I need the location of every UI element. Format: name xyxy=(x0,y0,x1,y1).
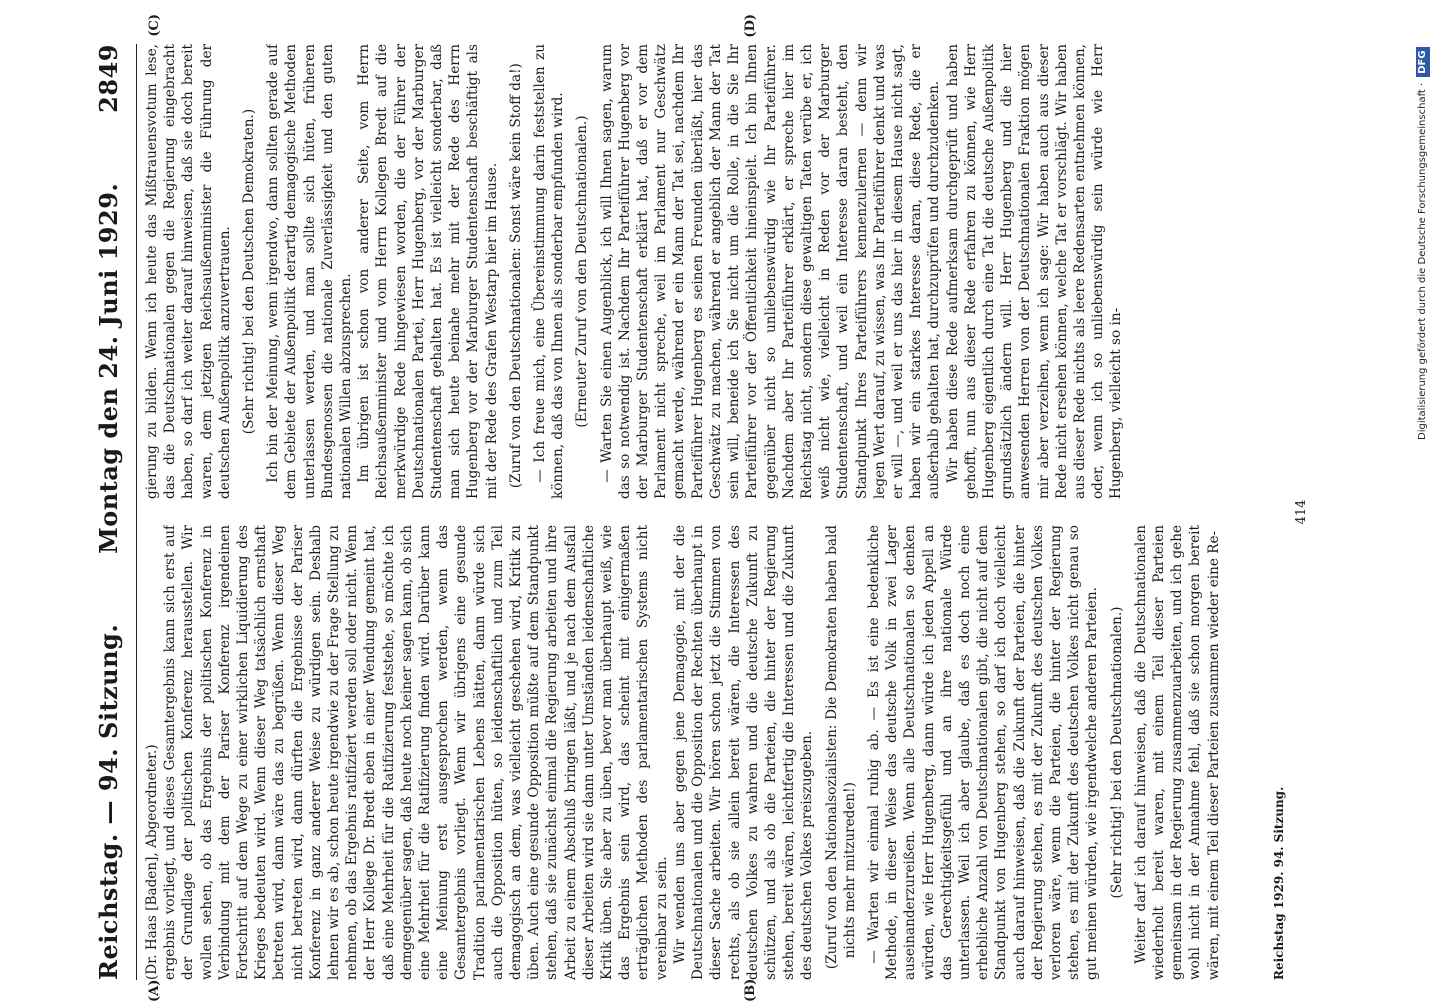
interjection: (Erneuter Zuruf von den Deutschnationalen.) xyxy=(574,115,591,428)
margin-marker-d: (D) xyxy=(743,14,758,38)
header-date: Montag den 24. Juni 1929. xyxy=(94,182,123,554)
column-right xyxy=(143,44,1288,499)
dfg-logo: DFG xyxy=(1416,47,1430,76)
interjection: (Zuruf von den Deutschnationalen: Sonst wäre kein Stoff da!) xyxy=(507,63,524,489)
interjection: (Sehr richtig! bei den Deutschnationalen.) xyxy=(1108,606,1125,899)
paragraph: Wir haben diese Rede aufmerksam durchgeprüft und haben gehofft, nun aus dieser Rede erfahren zu können, wie Herr Hugenberg eigentlich durch eine Tat die deutsche Außenpolitik grundsätzlich ändern will. Herr Hugenberg und die hier anwesenden Herren von der Deutschnationalen Fraktion mögen mir aber verzeihen, wenn ich sage: Wir haben auch aus dieser Rede nicht ersehen können, welche Tat er vorschlägt. Wir haben aus dieser Rede nichts als leere Redensarten entnehmen können, oder, wenn ich so unliebenswürdig sein würde wie Herr Hugenberg, vielleicht so in- xyxy=(944,44,1125,499)
paragraph: ergebnis vorliegt, und dieses Gesamtergebnis kann sich erst auf der Grundlage der politischen Konferenz herausstellen. Wir wollen sehen, ob das Ergebnis der politischen Konferenz in Verbindung mit dem der Pariser Konferenz irgendeinen Fortschritt auf dem Wege zu einer wirklichen Liquidierung des Krieges bedeuten wird. Wenn dieser Weg tatsächlich ernsthaft betreten wird, dann wäre das zu begrüßen. Wenn dieser Weg nicht betreten wird, dann dürften die Ergebnisse der Pariser Konferenz in ganz anderer Weise zu würdigen sein. Deshalb lehnen wir es ab, schon heute irgendwie zu der Frage Stellung zu nehmen, ob das Ergebnis ratifiziert werden soll oder nicht. Wenn der Herr Kollege Dr. Bredt eben in einer Wendung gemeint hat, daß eine Mehrheit für die Ratifizierung feststehe, so möchte ich demgegenüber sagen, daß heute noch keiner sagen kann, ob sich eine Mehrheit für die Ratifizierung finden wird. Darüber kann eine Meinung erst ausgesprochen werden, wenn das Gesamtergebnis vorliegt. Wenn wir übrigens eine gesunde Tradition parlamentarischen Lebens hätten, dann würde sich auch die Opposition hüten, so leidenschaftlich und zum Teil demagogisch an dem, was vielleicht geschehen wird, Kritik zu üben. Auch eine gesunde Opposition müßte auf dem Standpunkt stehen, daß sie zunächst einmal die Regierung arbeiten und ihre Arbeit zu einem Abschluß bringen läßt, und je nach dem Ausfall dieser Arbeiten wird sie dann unter Umständen leidenschaftliche Kritik üben. Sie aber zu üben, bevor man überhaupt weiß, wie das Ergebnis sein wird, das scheint mit einigermaßen erträglichen Methoden des parlamentarischen Systems nicht vereinbar zu sein. xyxy=(162,525,670,980)
header-page-number: 2849 xyxy=(94,44,123,113)
margin-marker-c: (C) xyxy=(147,14,162,37)
paragraph: Ich bin der Meinung, wenn irgendwo, dann sollten gerade auf dem Gebiete der Außenpolitik derartig demagogische Methoden unterlassen werden, und man sollte sich hüten, früheren Bundesgenossen die nationale Zuverlässigkeit und den guten nationalen Willen abzusprechen. xyxy=(265,44,355,499)
running-header xyxy=(94,44,130,980)
text-columns xyxy=(143,14,1288,1002)
interjection: (Sehr richtig! bei den Deutschen Demokraten.) xyxy=(241,108,258,435)
column-left xyxy=(143,525,1288,980)
paragraph: Weiter darf ich darauf hinweisen, daß die Deutschnationalen wiederholt bereit waren, mit einem Teil dieser Parteien gemeinsam in der Regierung zusammenzuarbeiten, und ich gehe wohl nicht in der Annahme fehl, daß sie schon morgen bereit wären, mit einem Teil dieser Parteien zusammen wieder eine Re- xyxy=(1132,525,1222,980)
speaker-line: (Dr. Haas [Baden], Abgeordneter.) xyxy=(144,744,160,980)
paragraph: Wir wenden uns aber gegen jene Demagogie, mit der die Deutschnationalen und die Opposition der Rechten überhaupt in dieser Sache arbeiten. Wir hören schon jetzt die Stimmen von rechts, als ob sie allein bereit wären, die Interessen des deutschen Volkes zu wahren und die deutsche Zukunft zu schützen, und als ob die Parteien, die hinter der Regierung stehen, bereit wären, leichtfertig die Interessen und die Zukunft des deutschen Volkes preiszugeben. xyxy=(671,525,816,980)
header-rule xyxy=(136,44,137,980)
dfg-note-text: Digitalisierung gefördert durch die Deutsche Forschungsgemeinschaft · xyxy=(1417,82,1428,440)
paragraph: Im übrigen ist schon von anderer Seite, vom Herrn Reichsaußenminister und vom Herrn Kollegen Bredt auf die merkwürdige Rede hingewiesen worden, die der Führer der Deutschnationalen Partei, Herr Hugenberg, vor der Marburger Studentenschaft gehalten hat. Es ist vielleicht sonderbar, daß man sich heute beinahe mehr mit der Rede des Herrn Hugenberg vor der Marburger Studentenschaft beschäftigt als mit der Rede des Grafen Westarp hier im Hause. xyxy=(356,44,500,499)
header-session: Reichstag. — 94. Sitzung. xyxy=(94,623,123,980)
paragraph: — Warten Sie einen Augenblick, ich will Ihnen sagen, warum das so notwendig ist. Nachdem Ihr Parteiführer Hugenberg vor der Marburger Studentenschaft erklärt hat, daß er vor dem Parlament nicht spreche, weil im Parlament nur Geschwätz gemacht werde, während er ein Mann der Tat sei, nachdem Ihr Parteiführer Hugenberg es seinen Freunden überläßt, hier das Geschwätz zu machen, während er angeblich der Mann der Tat sein will, beneide ich Sie nicht um die Rolle, in die Sie Ihr Parteiführer vor der Öffentlichkeit hineinspielt. Ich bin Ihnen gegenüber nicht so unliebenswürdig wie Ihr Parteiführer. Nachdem aber Ihr Parteiführer erklärt, er spreche hier im Reichstag nicht, sondern diese gewaltigen Taten verübe er, ich weiß nicht wie, vielleicht in Reden vor der Marburger Studentenschaft, und weil ein Interesse daran besteht, den Standpunkt Ihres Parteiführers kennenzulernen — denn wir legen Wert darauf, zu wissen, was Ihr Parteiführer denkt und was er will —, und weil er uns das hier in diesem Hause nicht sagt, haben wir ein starkes Interesse daran, diese Rede, die er außerhalb gehalten hat, durchzuprüfen und durchzudenken. xyxy=(598,44,943,499)
margin-marker-a: (A) xyxy=(147,979,162,1002)
footer-page-number: 414 xyxy=(1294,499,1309,525)
margin-marker-b: (B) xyxy=(743,978,758,1002)
paragraph: — Warten wir einmal ruhig ab. — Es ist eine bedenkliche Methode, in dieser Weise das deutsche Volk in zwei Lager auseinanderzureißen. Wenn alle Deutschnationalen so denken würden, wie Herr Hugenberg, dann würde ich jeden Appell an das Gerechtigkeitsgefühl und an ihre nationale Würde unterlassen. Weil ich aber glaube, daß es doch noch eine erhebliche Anzahl von Deutschnationalen gibt, die nicht auf dem Standpunkt von Hugenberg stehen, so darf ich doch vielleicht auch darauf hinweisen, daß die Zukunft der Parteien, die hinter der Regierung stehen, es mit der Zukunft des deutschen Volkes verloren wäre, wenn die Parteien, die hinter der Regierung stehen, es mit der Zukunft des deutschen Volkes nicht genau so gut meinen würden, wie irgendwelche anderen Parteien. xyxy=(865,525,1101,980)
signature-line: Reichstag 1929. 94. Sitzung. xyxy=(1271,786,1286,980)
paragraph: gierung zu bilden. Wenn ich heute das Mißtrauensvotum lese, das die Deutschnationalen gegen die Regierung eingebracht haben, so darf ich weiter darauf hinweisen, daß sie doch bereit waren, dem jetzigen Reichsaußenminister die Führung der deutschen Außenpolitik anzuvertrauen. xyxy=(144,44,233,499)
interjection: (Zuruf von den Nationalsozialisten: Die Demokraten haben bald nichts mehr mitzureden!) xyxy=(823,525,858,970)
dfg-side-note xyxy=(1416,0,1430,1000)
paragraph: — Ich freue mich, eine Übereinstimmung darin feststellen zu können, daß das von Ihnen als sonderbar empfunden wird. xyxy=(532,44,567,499)
